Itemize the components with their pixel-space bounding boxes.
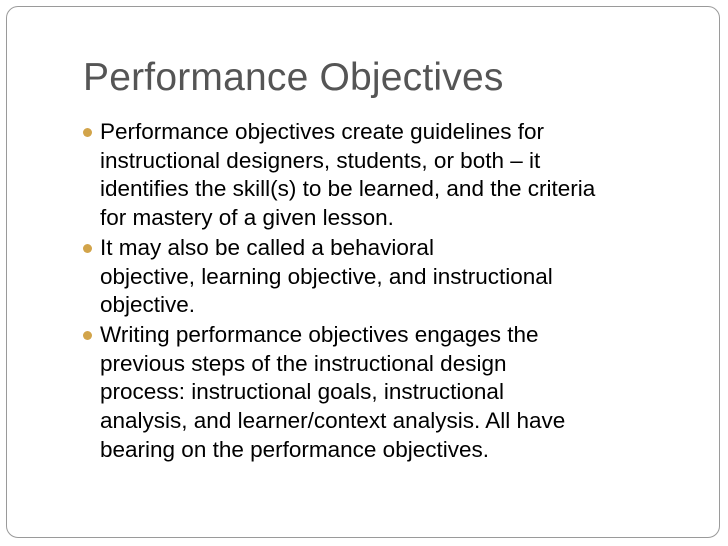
bullet-list [100,118,690,465]
bullet-item [100,321,690,465]
bullet-dot-icon [83,244,92,253]
bullet-item [100,118,690,233]
bullet-line: analysis, and learner/context analysis. All have [100,408,566,434]
bullet-line: It may also be called a behavioral [100,234,434,260]
bullet-line: objective, learning objective, and instructional [100,263,553,289]
slide-title: Performance Objectives [83,56,504,99]
bullet-line: Writing performance objectives engages the [100,321,539,347]
bullet-dot-icon [83,331,92,340]
bullet-item [100,234,690,320]
bullet-dot-icon [83,128,92,137]
bullet-line: Performance objectives create guidelines for [100,119,544,144]
bullet-line: for mastery of a given lesson. [100,205,394,231]
bullet-line: previous steps of the instructional design [100,350,507,376]
bullet-line: instructional designers, students, or both – it [100,147,541,173]
bullet-line: identifies the skill(s) to be learned, and the criteria [100,176,596,202]
bullet-line: objective. [100,292,196,318]
bullet-line: process: instructional goals, instructional [100,379,504,405]
bullet-line: bearing on the performance objectives. [100,436,489,462]
